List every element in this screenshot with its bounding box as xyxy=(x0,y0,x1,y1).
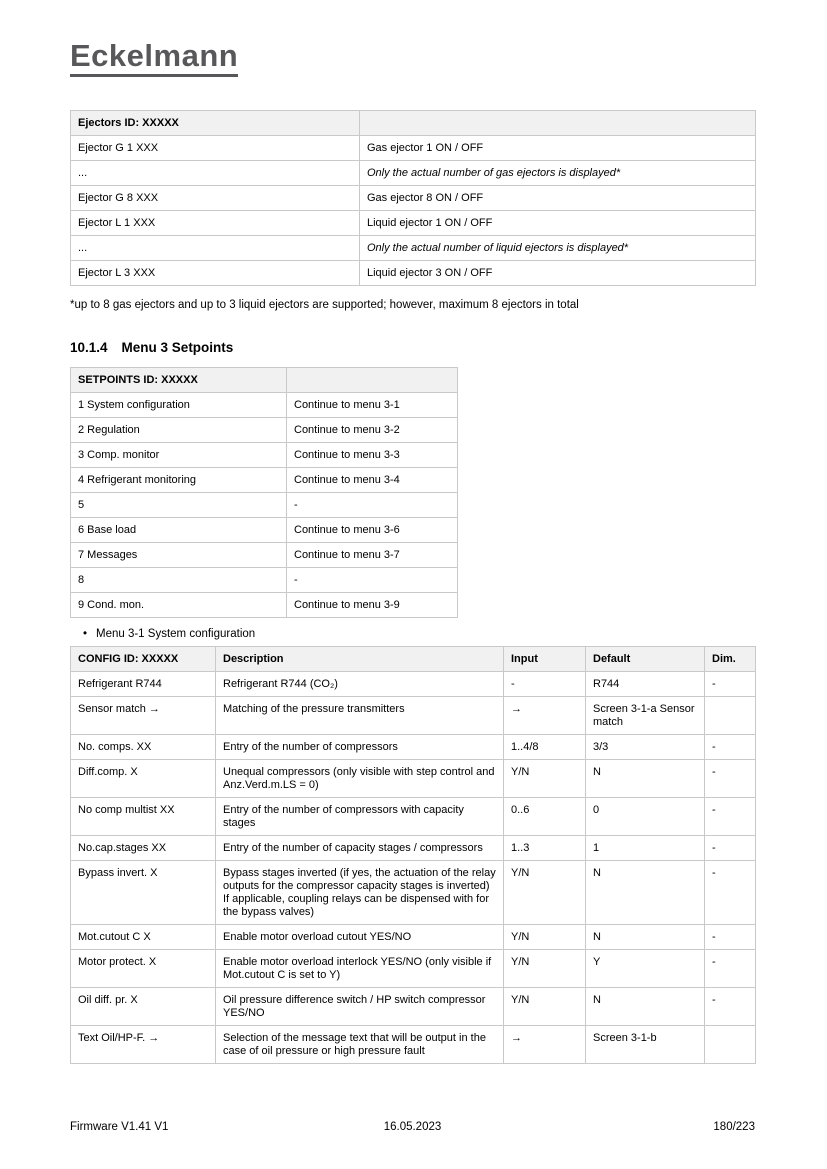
eckelmann-logo: Eckelmann xyxy=(70,40,238,77)
table-cell: Y/N xyxy=(504,759,586,797)
table-cell: Oil pressure difference switch / HP switch compressor YES/NO xyxy=(216,987,504,1025)
table-row xyxy=(71,442,458,467)
table-cell: Diff.comp. X xyxy=(71,759,216,797)
footer-page-number: 180/223 xyxy=(713,1121,755,1133)
table-cell: Sensor match → xyxy=(71,696,216,734)
table-row xyxy=(71,517,458,542)
table-cell: Continue to menu 3-3 xyxy=(287,442,458,467)
table-row xyxy=(71,392,458,417)
table-cell: 3 Comp. monitor xyxy=(71,442,287,467)
table-cell: N xyxy=(586,759,705,797)
table-cell: Y/N xyxy=(504,949,586,987)
table-row xyxy=(71,797,756,835)
table-cell: Liquid ejector 3 ON / OFF xyxy=(360,260,756,285)
table-body xyxy=(71,135,756,285)
table-row xyxy=(71,160,756,185)
table-cell: Only the actual number of gas ejectors is displayed* xyxy=(360,160,756,185)
table-cell: Bypass stages inverted (if yes, the actuation of the relay outputs for the compressor capacity stages is inverted) If applicable, coupling relays can be dispensed with for the bypass valves) xyxy=(216,860,504,924)
table-row xyxy=(71,185,756,210)
table-cell: Oil diff. pr. X xyxy=(71,987,216,1025)
table-cell: Only the actual number of liquid ejectors is displayed* xyxy=(360,235,756,260)
table-cell: 2 Regulation xyxy=(71,417,287,442)
table-cell: Text Oil/HP-F. → xyxy=(71,1025,216,1063)
table-row xyxy=(71,734,756,759)
table-cell: N xyxy=(586,860,705,924)
table-cell: Selection of the message text that will be output in the case of oil pressure or high pressure fault xyxy=(216,1025,504,1063)
table-cell: Continue to menu 3-4 xyxy=(287,467,458,492)
table-cell: → xyxy=(504,696,586,734)
table-header-row xyxy=(71,110,756,135)
table-row xyxy=(71,835,756,860)
table-header-cell: SETPOINTS ID: XXXXX xyxy=(71,367,287,392)
table-row xyxy=(71,542,458,567)
setpoints-table xyxy=(70,367,458,618)
table-head xyxy=(71,646,756,671)
table-row xyxy=(71,492,458,517)
table-cell: ... xyxy=(71,235,360,260)
table-header-cell xyxy=(287,367,458,392)
table-cell: Ejector L 3 XXX xyxy=(71,260,360,285)
table-body xyxy=(71,392,458,617)
table-cell: Entry of the number of compressors with capacity stages xyxy=(216,797,504,835)
table-cell: 9 Cond. mon. xyxy=(71,592,287,617)
table-cell: Ejector L 1 XXX xyxy=(71,210,360,235)
table-row xyxy=(71,417,458,442)
table-cell: 6 Base load xyxy=(71,517,287,542)
table-row xyxy=(71,924,756,949)
table-cell: Enable motor overload interlock YES/NO (only visible if Mot.cutout C is set to Y) xyxy=(216,949,504,987)
table-cell: Refrigerant R744 xyxy=(71,671,216,696)
table-cell: - xyxy=(287,567,458,592)
table-cell: - xyxy=(705,924,756,949)
table-header-cell: Description xyxy=(216,646,504,671)
table-cell: Screen 3-1-b xyxy=(586,1025,705,1063)
table-cell: Enable motor overload cutout YES/NO xyxy=(216,924,504,949)
section-number: 10.1.4 xyxy=(70,339,108,355)
table-row xyxy=(71,467,458,492)
table-cell: - xyxy=(705,759,756,797)
table-cell: 7 Messages xyxy=(71,542,287,567)
table-row xyxy=(71,759,756,797)
table-body xyxy=(71,671,756,1063)
table-cell: Continue to menu 3-6 xyxy=(287,517,458,542)
table-row xyxy=(71,260,756,285)
table-cell: 0..6 xyxy=(504,797,586,835)
table-row xyxy=(71,987,756,1025)
table-row xyxy=(71,210,756,235)
table-cell: No.cap.stages XX xyxy=(71,835,216,860)
footer-firmware: Firmware V1.41 V1 xyxy=(70,1121,169,1133)
table-cell: ... xyxy=(71,160,360,185)
table-cell: 1 xyxy=(586,835,705,860)
table-cell: Unequal compressors (only visible with step control and Anz.Verd.m.LS = 0) xyxy=(216,759,504,797)
table-cell: Motor protect. X xyxy=(71,949,216,987)
table-cell: Continue to menu 3-9 xyxy=(287,592,458,617)
table-cell: Bypass invert. X xyxy=(71,860,216,924)
table-cell: Gas ejector 1 ON / OFF xyxy=(360,135,756,160)
table-header-cell: Ejectors ID: XXXXX xyxy=(71,110,360,135)
table-row xyxy=(71,567,458,592)
table-cell: 3/3 xyxy=(586,734,705,759)
table-cell: Y/N xyxy=(504,860,586,924)
table-cell: - xyxy=(705,797,756,835)
table-header-cell: CONFIG ID: XXXXX xyxy=(71,646,216,671)
table-row xyxy=(71,671,756,696)
table-cell: 1..3 xyxy=(504,835,586,860)
table-cell: No comp multist XX xyxy=(71,797,216,835)
table-cell: N xyxy=(586,924,705,949)
bullet-label: Menu 3-1 System configuration xyxy=(96,627,256,640)
table-cell: No. comps. XX xyxy=(71,734,216,759)
ejectors-table xyxy=(70,110,756,286)
table-row xyxy=(71,135,756,160)
table-row xyxy=(71,1025,756,1063)
table-cell: 1 System configuration xyxy=(71,392,287,417)
table-row xyxy=(71,860,756,924)
table-header-cell: Default xyxy=(586,646,705,671)
table-cell: - xyxy=(705,835,756,860)
table-cell: Ejector G 8 XXX xyxy=(71,185,360,210)
section-heading xyxy=(70,340,755,355)
table-cell: Entry of the number of capacity stages / compressors xyxy=(216,835,504,860)
table-header-row xyxy=(71,646,756,671)
table-header-cell xyxy=(360,110,756,135)
page-footer xyxy=(70,1121,755,1133)
table-cell: Continue to menu 3-7 xyxy=(287,542,458,567)
table-cell xyxy=(705,696,756,734)
table-cell: Continue to menu 3-2 xyxy=(287,417,458,442)
table-cell: - xyxy=(705,671,756,696)
table-head xyxy=(71,110,756,135)
table-cell: Screen 3-1-a Sensor match xyxy=(586,696,705,734)
table-row xyxy=(71,949,756,987)
table-cell: Liquid ejector 1 ON / OFF xyxy=(360,210,756,235)
table-cell: Y/N xyxy=(504,924,586,949)
section-title: Menu 3 Setpoints xyxy=(121,339,234,355)
table-cell: 8 xyxy=(71,567,287,592)
config-table xyxy=(70,646,756,1064)
table-cell: → xyxy=(504,1025,586,1063)
footnote-text: *up to 8 gas ejectors and up to 3 liquid ejectors are supported; however, maximum 8 ejectors in total xyxy=(70,298,579,311)
footer-date: 16.05.2023 xyxy=(383,1121,442,1133)
table-cell: - xyxy=(705,949,756,987)
table-cell: Y xyxy=(586,949,705,987)
table-cell: - xyxy=(504,671,586,696)
table-header-row xyxy=(71,367,458,392)
table-cell: - xyxy=(287,492,458,517)
table-head xyxy=(71,367,458,392)
table-cell: Y/N xyxy=(504,987,586,1025)
table-cell: 5 xyxy=(71,492,287,517)
table-row xyxy=(71,696,756,734)
table-cell: Gas ejector 8 ON / OFF xyxy=(360,185,756,210)
table-cell: Refrigerant R744 (CO₂) xyxy=(216,671,504,696)
table-cell: - xyxy=(705,734,756,759)
table-cell: 1..4/8 xyxy=(504,734,586,759)
table-cell: R744 xyxy=(586,671,705,696)
table-cell: 0 xyxy=(586,797,705,835)
table-cell xyxy=(705,1025,756,1063)
table-cell: 4 Refrigerant monitoring xyxy=(71,467,287,492)
table-cell: Entry of the number of compressors xyxy=(216,734,504,759)
table-cell: - xyxy=(705,860,756,924)
table-row xyxy=(71,592,458,617)
bullet-icon: • xyxy=(83,627,88,640)
table-cell: Ejector G 1 XXX xyxy=(71,135,360,160)
table-row xyxy=(71,235,756,260)
table-header-cell: Input xyxy=(504,646,586,671)
bullet-list-item xyxy=(70,628,755,640)
table-header-cell: Dim. xyxy=(705,646,756,671)
table-cell: - xyxy=(705,987,756,1025)
table-cell: Continue to menu 3-1 xyxy=(287,392,458,417)
table-cell: N xyxy=(586,987,705,1025)
table-cell: Mot.cutout C X xyxy=(71,924,216,949)
table-cell: Matching of the pressure transmitters xyxy=(216,696,504,734)
